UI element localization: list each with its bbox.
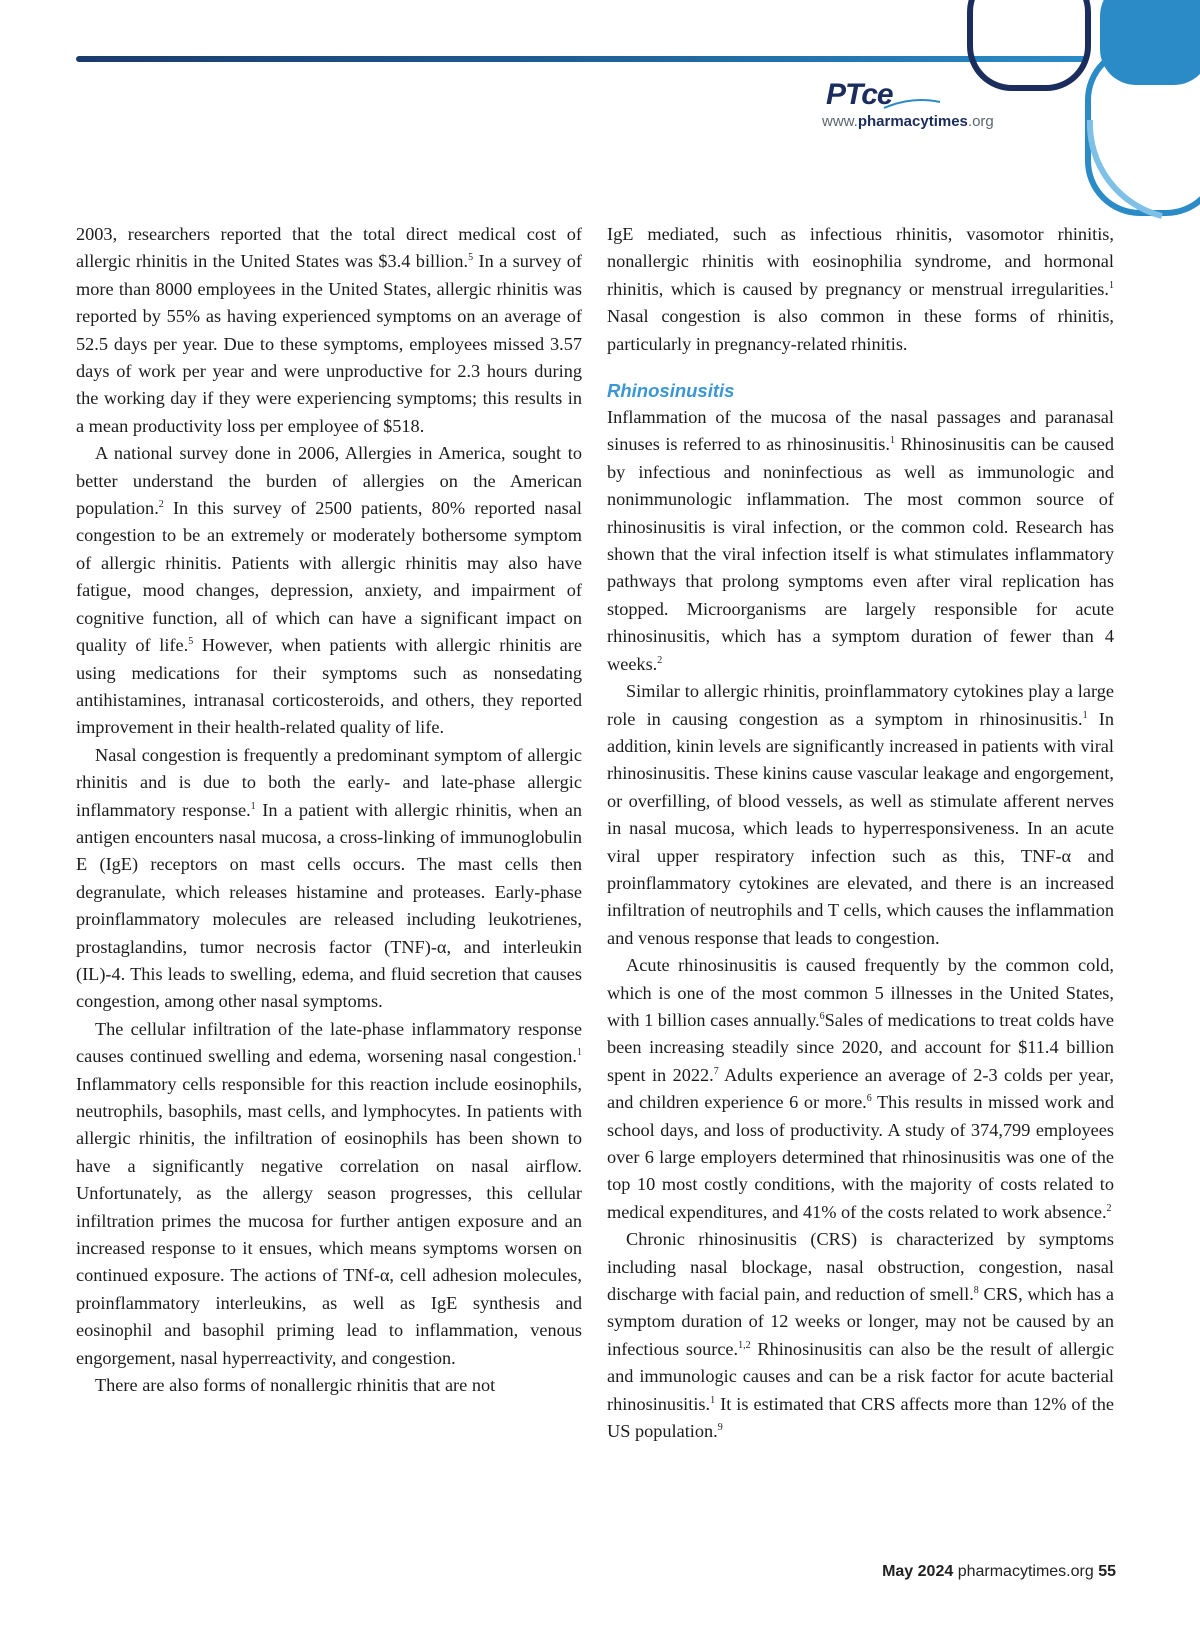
page-footer xyxy=(882,1563,1116,1581)
site-url-suffix: .org xyxy=(967,113,994,130)
paragraph: There are also forms of nonallergic rhinitis that are not xyxy=(95,1375,496,1396)
citation: 2 xyxy=(1106,1202,1112,1214)
citation: 5 xyxy=(188,636,194,647)
page-number: 55 xyxy=(1098,1563,1116,1580)
citation: 5 xyxy=(468,252,474,264)
citation: 1 xyxy=(250,800,256,812)
header-rule xyxy=(76,56,1086,62)
ring-blue-solid xyxy=(1100,0,1200,85)
paragraph: Nasal congestion is frequently a predominant symptom of allergic rhinitis and is due to both the early- and late-phase allergic inflammatory response.$^1$ In a patient with allergic rhinitis, when an antigen encounters nasal mucosa, a cross-linking of immunoglobulin E (IgE) receptors on mast cells occurs. The mast cells then degranulate, which releases histamine and proteases. Early-phase proinflammatory molecules are released including leukotrienes, prostaglandins, tumor necrosis factor (TNF)-α, and interleukin (IL)-4. This leads to swelling, edema, and fluid secretion that causes congestion, among other nasal symptoms. xyxy=(76,744,582,1012)
citation: 2 xyxy=(158,498,164,510)
citation: 1 xyxy=(1082,709,1088,721)
paragraph: IgE mediated, such as infectious rhinitis, vasomotor rhinitis, nonallergic rhinitis with eosinophilia syndrome, and hormonal rhinitis, which is caused by pregnancy or menstrual irregularities.$^1$ Nasal congestion is also common in these forms of rhinitis, particularly in pregnancy-related rhinitis. xyxy=(607,224,1114,354)
paragraph: Chronic rhinosinusitis (CRS) is characterized by symptoms including nasal blockage, nasal obstruction, congestion, nasal discharge with facial pain, and reduction of smell.$^8$ CRS, which has a symptom duration of 12 weeks or longer, may not be caused by an infectious source.$^{1,2}$ Rhinosinusitis can also be the result of allergic and immunologic causes and can be a risk factor for acute bacterial rhinosinusitis.$^1$ It is estimated that CRS affects more than 12% of the US population.$^9$ xyxy=(607,1229,1114,1442)
paragraph: Similar to allergic rhinitis, proinflammatory cytokines play a large role in causing congestion as a symptom in rhinosinusitis.$^1$ In addition, kinin levels are significantly increased in patients with viral rhinosinusitis. These kinins cause vascular leakage and engorgement, or overfilling, of blood vessels, as well as stimulate afferent nerves in nasal mucosa, which leads to hyperresponsiveness. In an acute viral upper respiratory infection such as this, TNF-α and proinflammatory cytokines are elevated, and there is an increased infiltration of neutrophils and T cells, which causes the inflammation and venous response that leads to congestion. xyxy=(607,681,1114,948)
ring-dark xyxy=(970,0,1088,88)
site-url xyxy=(822,113,994,130)
footer-issue: May 2024 xyxy=(882,1563,954,1580)
left-column xyxy=(76,221,582,1399)
footer-site: pharmacytimes.org xyxy=(957,1563,1094,1580)
site-url-name: pharmacytimes xyxy=(857,113,968,130)
ptce-logo-text: PTce xyxy=(826,78,893,111)
citation: 6 xyxy=(866,1093,872,1105)
citation: 8 xyxy=(973,1284,979,1296)
logo-swoosh-icon xyxy=(882,98,942,110)
site-url-prefix: www. xyxy=(822,113,858,130)
brand-header xyxy=(822,78,1042,138)
citation: 1 xyxy=(577,1047,582,1059)
paragraph: 2003, researchers reported that the total direct medical cost of allergic rhinitis in the United States was $3.4 billion.$^5$ In a survey of more than 8000 employees in the United States, allergic rhinitis was reported by 55% as having experienced symptoms on an average of 52.5 days per year. Due to these symptoms, employees missed 3.57 days of work per year and were unproductive for 2.3 hours during the working day if they were experiencing symptoms; this results in a mean productivity loss per employee of $518. xyxy=(76,224,582,436)
ring-light xyxy=(1090,120,1162,216)
citation: 2 xyxy=(657,654,663,666)
paragraph: Acute rhinosinusitis is caused frequently by the common cold, which is one of the most common 5 illnesses in the United States, with 1 billion cases annually.$^6$Sales of medications to treat colds have been increasing steadily since 2020, and account for $11.4 billion spent in 2022.$^7$ Adults experience an average of 2-3 colds per year, and children experience 6 or more.$^6$ This results in missed work and school days, and loss of productivity. A study of 374,799 employees over 6 large employers determined that rhinosinusitis was one of the top 10 most costly conditions, with the majority of costs related to medical expenditures, and 41% of the costs related to work absence.$^2$ xyxy=(607,955,1114,1222)
section-heading: Rhinosinusitis xyxy=(607,380,735,402)
paragraph: The cellular infiltration of the late-phase inflammatory response causes continued swelling and edema, worsening nasal congestion.$^1$ Inflammatory cells responsible for this reaction include eosinophils, neutrophils, basophils, mast cells, and lymphocytes. In patients with allergic rhinitis, the infiltration of eosinophils has been shown to have a significantly negative correlation on nasal airflow. Unfortunately, as the allergy season progresses, this cellular infiltration primes the mucosa for further antigen exposure and an increased response to it ensues, which means symptoms worsen on continued exposure. The actions of TNf-α, cell adhesion molecules, proinflammatory interleukins, as well as IgE synthesis and eosinophil and basophil priming lead to inflammation, venous engorgement, nasal hyperreactivity, and congestion. xyxy=(76,1018,582,1368)
citation: 7 xyxy=(713,1065,719,1077)
citation: 1 xyxy=(710,1394,716,1406)
citation: 1 xyxy=(889,435,895,447)
citation: 1,2 xyxy=(738,1339,751,1351)
citation: 9 xyxy=(717,1421,723,1433)
paragraph: A national survey done in 2006, Allergies in America, sought to better understand the burden of allergies on the American population.$^2$ In this survey of 2500 patients, 80% reported nasal congestion to be an extremely or moderately bothersome symptom of allergic rhinitis. Patients with allergic rhinitis may also have fatigue, mood changes, depression, anxiety, and impairment of cognitive function, all of which can have a significant impact on quality of life.$^5$ However, when patients with allergic rhinitis are using medications for their symptoms such as nonsedating antihistamines, intranasal corticosteroids, and others, they reported improvement in their health-related quality of life. xyxy=(76,443,583,738)
citation: 1 xyxy=(1109,279,1114,291)
right-column xyxy=(607,221,1114,1445)
paragraph: Inflammation of the mucosa of the nasal passages and paranasal sinuses is referred to as rhinosinusitis.$^1$ Rhinosinusitis can be caused by infectious and noninfectious as well as immunologic and nonimmunologic inflammation. The most common source of rhinosinusitis is viral infection, or the common cold. Research has shown that the viral infection itself is what stimulates inflammatory pathways that prolong symptoms even after viral replication has stopped. Microorganisms are largely responsible for acute rhinosinusitis, which has a symptom duration of fewer than 4 weeks.$^2$ xyxy=(607,407,1114,674)
citation: 6 xyxy=(819,1010,825,1022)
